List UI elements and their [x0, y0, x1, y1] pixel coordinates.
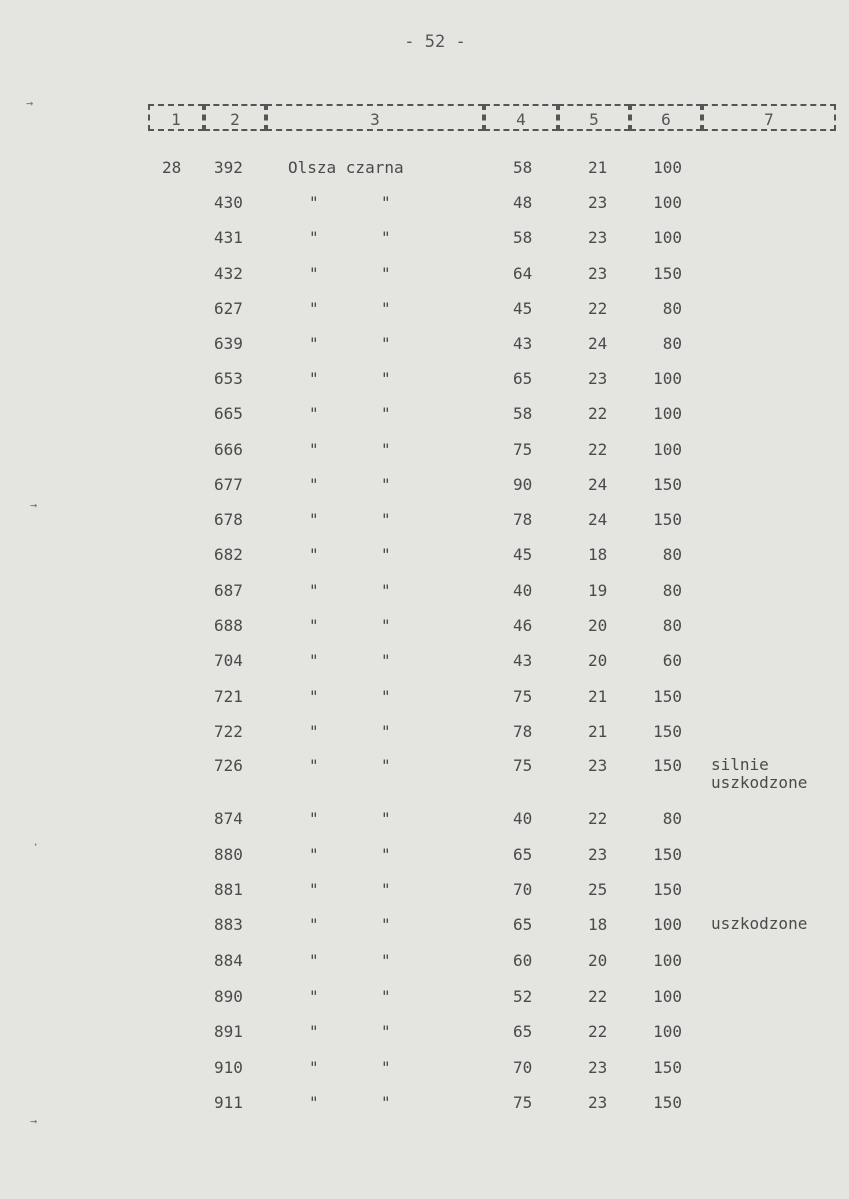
cell-col-6: 150: [653, 1058, 682, 1077]
ditto-mark: ": [381, 880, 391, 899]
ditto-mark: ": [381, 1058, 391, 1077]
cell-col-5: 23: [588, 845, 608, 864]
cell-col-6: 150: [653, 880, 682, 899]
cell-col-6: 100: [653, 915, 682, 934]
ditto-mark: ": [309, 951, 319, 970]
cell-col-2: 688: [214, 616, 243, 635]
table-row: [0, 951, 849, 977]
cell-col-6: 150: [653, 1093, 682, 1112]
cell-col-4: 43: [513, 334, 533, 353]
table-row: [0, 193, 849, 219]
table-row: [0, 334, 849, 360]
header-col-1: 1: [148, 104, 204, 131]
cell-col-2: 883: [214, 915, 243, 934]
cell-col-7: uszkodzone: [711, 914, 808, 933]
cell-col-4: 75: [513, 440, 533, 459]
table-row: [0, 616, 849, 642]
ditto-mark: ": [309, 756, 319, 775]
ditto-mark: ": [309, 651, 319, 670]
cell-col-6: 100: [653, 228, 682, 247]
cell-col-6: 150: [653, 510, 682, 529]
ditto-mark: ": [381, 845, 391, 864]
ditto-mark: ": [381, 987, 391, 1006]
cell-col-4: 40: [513, 581, 533, 600]
ditto-mark: ": [309, 687, 319, 706]
cell-col-5: 22: [588, 404, 608, 423]
ditto-mark: ": [381, 616, 391, 635]
cell-col-2: 677: [214, 475, 243, 494]
cell-col-4: 48: [513, 193, 533, 212]
cell-col-2: 430: [214, 193, 243, 212]
cell-col-6: 150: [653, 264, 682, 283]
cell-col-6: 150: [653, 845, 682, 864]
ditto-mark: ": [309, 809, 319, 828]
ditto-mark: ": [309, 915, 319, 934]
ditto-mark: ": [381, 545, 391, 564]
cell-col-5: 20: [588, 616, 608, 635]
cell-col-4: 70: [513, 1058, 533, 1077]
cell-col-2: 678: [214, 510, 243, 529]
cell-col-7: silnie uszkodzone: [711, 755, 808, 792]
margin-mark-icon: ·: [32, 838, 40, 852]
cell-col-5: 19: [588, 581, 608, 600]
margin-mark-icon: →: [30, 498, 38, 512]
cell-col-4: 45: [513, 545, 533, 564]
cell-col-5: 22: [588, 1022, 608, 1041]
cell-col-6: 150: [653, 722, 682, 741]
table-row: [0, 722, 849, 748]
table-row: [0, 845, 849, 871]
cell-col-2: 682: [214, 545, 243, 564]
table-row: [0, 755, 849, 792]
ditto-mark: ": [381, 369, 391, 388]
cell-col-4: 46: [513, 616, 533, 635]
cell-col-6: 150: [653, 475, 682, 494]
table-row: [0, 158, 849, 184]
cell-col-5: 18: [588, 545, 608, 564]
cell-col-5: 22: [588, 440, 608, 459]
ditto-mark: ": [381, 193, 391, 212]
cell-col-4: 65: [513, 845, 533, 864]
ditto-mark: ": [381, 722, 391, 741]
ditto-mark: ": [309, 581, 319, 600]
ditto-mark: ": [309, 440, 319, 459]
cell-col-4: 58: [513, 158, 533, 177]
cell-col-5: 24: [588, 475, 608, 494]
cell-col-6: 100: [653, 951, 682, 970]
cell-col-5: 23: [588, 756, 608, 775]
cell-col-5: 20: [588, 651, 608, 670]
cell-col-4: 65: [513, 369, 533, 388]
cell-col-6: 150: [653, 756, 682, 775]
cell-col-2: 910: [214, 1058, 243, 1077]
ditto-mark: ": [309, 510, 319, 529]
cell-col-4: 78: [513, 510, 533, 529]
ditto-mark: ": [381, 581, 391, 600]
ditto-mark: ": [381, 510, 391, 529]
cell-col-2: 721: [214, 687, 243, 706]
ditto-mark: ": [309, 545, 319, 564]
table-row: [0, 545, 849, 571]
cell-col-4: 40: [513, 809, 533, 828]
table-row: [0, 228, 849, 254]
table-row: [0, 299, 849, 325]
header-col-4: 4: [484, 104, 558, 131]
table-row: [0, 581, 849, 607]
ditto-mark: ": [309, 987, 319, 1006]
table-row: [0, 404, 849, 430]
cell-col-2: 890: [214, 987, 243, 1006]
cell-col-4: 65: [513, 915, 533, 934]
cell-col-4: 78: [513, 722, 533, 741]
table-row: [0, 1093, 849, 1119]
cell-col-4: 43: [513, 651, 533, 670]
margin-mark-icon: →: [30, 1114, 38, 1128]
cell-col-5: 23: [588, 264, 608, 283]
ditto-mark: ": [309, 404, 319, 423]
ditto-mark: ": [381, 951, 391, 970]
cell-col-4: 90: [513, 475, 533, 494]
cell-col-4: 60: [513, 951, 533, 970]
table-row: [0, 915, 849, 941]
page-number: - 52 -: [404, 32, 466, 52]
cell-col-5: 22: [588, 299, 608, 318]
ditto-mark: ": [381, 687, 391, 706]
table-row: [0, 369, 849, 395]
cell-col-2: 431: [214, 228, 243, 247]
cell-col-6: 60: [662, 651, 682, 670]
cell-col-5: 24: [588, 510, 608, 529]
ditto-mark: ": [381, 809, 391, 828]
cell-col-5: 24: [588, 334, 608, 353]
cell-col-5: 22: [588, 987, 608, 1006]
ditto-mark: ": [309, 1058, 319, 1077]
cell-col-5: 23: [588, 193, 608, 212]
cell-col-2: 874: [214, 809, 243, 828]
cell-col-5: 20: [588, 951, 608, 970]
ditto-mark: ": [381, 228, 391, 247]
table-row: [0, 651, 849, 677]
table-row: [0, 987, 849, 1013]
ditto-mark: ": [309, 616, 319, 635]
ditto-mark: ": [309, 845, 319, 864]
ditto-mark: ": [309, 299, 319, 318]
cell-col-2: 687: [214, 581, 243, 600]
header-col-6: 6: [630, 104, 702, 131]
table-row: [0, 687, 849, 713]
table-row: [0, 1058, 849, 1084]
cell-col-2: 627: [214, 299, 243, 318]
cell-col-2: 726: [214, 756, 243, 775]
cell-col-2: 881: [214, 880, 243, 899]
cell-col-5: 23: [588, 369, 608, 388]
ditto-mark: ": [309, 475, 319, 494]
ditto-mark: ": [309, 1093, 319, 1112]
table-row: [0, 809, 849, 835]
cell-col-2: 666: [214, 440, 243, 459]
cell-col-5: 22: [588, 809, 608, 828]
cell-col-2: 432: [214, 264, 243, 283]
ditto-mark: ": [309, 193, 319, 212]
cell-col-1: 28: [162, 158, 182, 177]
cell-col-3: Olsza czarna: [288, 158, 404, 177]
cell-col-4: 52: [513, 987, 533, 1006]
cell-col-6: 80: [662, 334, 682, 353]
ditto-mark: ": [381, 404, 391, 423]
cell-col-5: 21: [588, 722, 608, 741]
header-col-7: 7: [702, 104, 836, 131]
cell-col-4: 70: [513, 880, 533, 899]
cell-col-6: 100: [653, 1022, 682, 1041]
cell-col-6: 80: [662, 616, 682, 635]
cell-col-6: 80: [662, 299, 682, 318]
cell-col-6: 100: [653, 158, 682, 177]
ditto-mark: ": [309, 369, 319, 388]
cell-col-6: 80: [662, 545, 682, 564]
table-row: [0, 475, 849, 501]
cell-col-5: 21: [588, 687, 608, 706]
cell-col-6: 80: [662, 809, 682, 828]
cell-col-2: 704: [214, 651, 243, 670]
cell-col-2: 665: [214, 404, 243, 423]
margin-mark-icon: →: [26, 96, 34, 110]
cell-col-4: 65: [513, 1022, 533, 1041]
ditto-mark: ": [381, 915, 391, 934]
cell-col-2: 639: [214, 334, 243, 353]
cell-col-2: 722: [214, 722, 243, 741]
cell-col-4: 75: [513, 1093, 533, 1112]
cell-col-5: 21: [588, 158, 608, 177]
ditto-mark: ": [381, 264, 391, 283]
ditto-mark: ": [381, 475, 391, 494]
ditto-mark: ": [381, 334, 391, 353]
ditto-mark: ": [381, 299, 391, 318]
cell-col-6: 100: [653, 987, 682, 1006]
ditto-mark: ": [381, 440, 391, 459]
cell-col-6: 100: [653, 193, 682, 212]
cell-col-6: 150: [653, 687, 682, 706]
cell-col-5: 23: [588, 1058, 608, 1077]
cell-col-5: 23: [588, 228, 608, 247]
cell-col-4: 75: [513, 756, 533, 775]
ditto-mark: ": [309, 228, 319, 247]
ditto-mark: ": [381, 651, 391, 670]
cell-col-4: 64: [513, 264, 533, 283]
cell-col-6: 100: [653, 404, 682, 423]
ditto-mark: ": [309, 264, 319, 283]
cell-col-6: 80: [662, 581, 682, 600]
cell-col-2: 880: [214, 845, 243, 864]
table-row: [0, 880, 849, 906]
header-col-3: 3: [266, 104, 484, 131]
cell-col-5: 18: [588, 915, 608, 934]
header-col-5: 5: [558, 104, 630, 131]
cell-col-6: 100: [653, 440, 682, 459]
cell-col-2: 884: [214, 951, 243, 970]
ditto-mark: ": [309, 1022, 319, 1041]
ditto-mark: ": [381, 756, 391, 775]
table-row: [0, 1022, 849, 1048]
cell-col-2: 891: [214, 1022, 243, 1041]
cell-col-6: 100: [653, 369, 682, 388]
ditto-mark: ": [381, 1093, 391, 1112]
cell-col-4: 45: [513, 299, 533, 318]
cell-col-4: 75: [513, 687, 533, 706]
cell-col-5: 25: [588, 880, 608, 899]
ditto-mark: ": [309, 334, 319, 353]
ditto-mark: ": [309, 880, 319, 899]
cell-col-4: 58: [513, 228, 533, 247]
header-col-2: 2: [204, 104, 266, 131]
cell-col-2: 392: [214, 158, 243, 177]
ditto-mark: ": [309, 722, 319, 741]
ditto-mark: ": [381, 1022, 391, 1041]
cell-col-4: 58: [513, 404, 533, 423]
table-row: [0, 440, 849, 466]
cell-col-2: 911: [214, 1093, 243, 1112]
cell-col-5: 23: [588, 1093, 608, 1112]
table-row: [0, 510, 849, 536]
cell-col-2: 653: [214, 369, 243, 388]
table-header: [148, 104, 836, 135]
table-row: [0, 264, 849, 290]
